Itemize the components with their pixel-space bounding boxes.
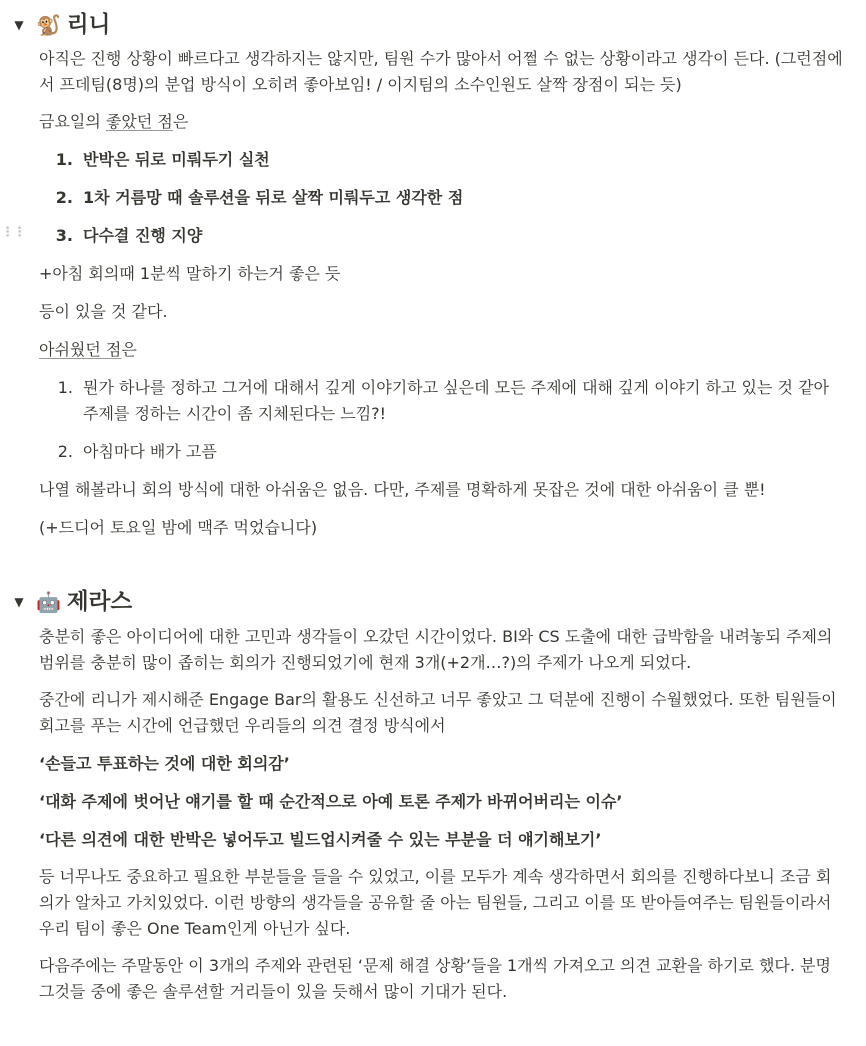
list-item[interactable] <box>39 176 846 214</box>
toggle-body <box>0 42 866 544</box>
paragraph-text: (+드디어 토요일 밤에 맥주 먹었습니다) <box>39 518 318 537</box>
paragraph-text: 은 <box>121 340 137 359</box>
drag-handle-icon[interactable]: ⋮⋮ <box>1 225 25 240</box>
paragraph-text: 등 너무나도 중요하고 필요한 부분들을 들을 수 있었고, 이를 모두가 계속 생각하면서 회의를 진행하다보니 조금 회의가 알차고 가치있었다. 이런 방향의 생각들을 공유할 줄 아는 팀원들, 그리고 이를 또 받아들여주는 팀원들이라서 우리 팀이 좋은 One Team인게 아닌가 싶다. <box>39 867 832 938</box>
list-item-text: 뭔가 하나를 정하고 그거에 대해서 깊게 이야기하고 싶은데 모든 주제에 대해 깊게 이야기 하고 있는 것 같아 주제를 정하는 시간이 좀 지체된다는 느낌?! <box>83 378 829 423</box>
list-number: 1. <box>55 150 73 169</box>
toggle-header[interactable] <box>0 8 866 42</box>
toggle-caret-icon[interactable]: ▼ <box>14 594 24 609</box>
numbered-list <box>1 138 846 252</box>
list-number: 1. <box>57 378 73 397</box>
paragraph-text: 중간에 리니가 제시해준 Engage Bar의 활용도 신선하고 너무 좋았고 그 덕분에 진행이 수월했었다. 또한 팀원들이 회고를 푸는 시간에 언급했던 우리들의 의견 결정 방식에서 <box>39 690 837 735</box>
list-number: 3. <box>55 226 73 245</box>
monkey-emoji-icon: 🐒 <box>36 12 61 37</box>
list-item[interactable] <box>39 138 846 176</box>
underlined-text: 좋았던 점 <box>105 112 173 131</box>
toggle-header[interactable] <box>0 585 866 619</box>
bold-paragraph[interactable] <box>39 742 846 780</box>
robot-emoji-icon: 🤖 <box>36 589 61 614</box>
bold-paragraph[interactable] <box>39 780 846 818</box>
paragraph[interactable] <box>39 619 846 679</box>
paragraph[interactable] <box>39 856 846 945</box>
paragraph[interactable] <box>39 468 846 506</box>
paragraph[interactable] <box>39 290 846 328</box>
list-number: 2. <box>57 442 73 461</box>
paragraph-text: +아침 회의때 1분씩 말하기 하는거 좋은 듯 <box>39 264 341 283</box>
bold-paragraph[interactable] <box>39 818 846 856</box>
paragraph[interactable] <box>39 252 846 290</box>
paragraph-text: 다음주에는 주말동안 이 3개의 주제와 관련된 ‘문제 해결 상황’들을 1개씩 가져오고 의견 교환을 하기로 했다. 분명 그것들 중에 좋은 솔루션할 거리들이 있을 듯해서 많이 기대가 된다. <box>39 956 831 1001</box>
numbered-list <box>39 366 846 468</box>
paragraph[interactable] <box>39 506 846 544</box>
paragraph[interactable] <box>39 945 846 1008</box>
paragraph-text: 아직은 진행 상황이 빠르다고 생각하지는 않지만, 팀원 수가 많아서 어쩔 수 없는 상황이라고 생각이 든다. (그런점에서 프데팀(8명)의 분업 방식이 오히려 좋아보임! / 이지팀의 소수인원도 살짝 장점이 되는 듯) <box>39 49 843 94</box>
paragraph-text: ‘다른 의견에 대한 반박은 넣어두고 빌드업시켜줄 수 있는 부분을 더 얘기해보기’ <box>39 830 602 849</box>
list-item[interactable] <box>39 430 846 468</box>
list-item-text: 아침마다 배가 고픔 <box>83 442 217 461</box>
list-item-text: 반박은 뒤로 미뤄두기 실천 <box>83 150 270 169</box>
paragraph[interactable] <box>39 328 846 366</box>
paragraph[interactable] <box>39 679 846 742</box>
toggle-body <box>0 619 866 1008</box>
paragraph-text: ‘대화 주제에 벗어난 얘기를 할 때 순간적으로 아예 토론 주제가 바뀌어버리는 이슈’ <box>39 792 623 811</box>
toggle-title[interactable]: 리니 <box>66 11 111 38</box>
paragraph-text: 나열 해볼라니 회의 방식에 대한 아쉬움은 없음. 다만, 주제를 명확하게 못잡은 것에 대한 아쉬움이 클 뿐! <box>39 480 766 499</box>
paragraph-text: 금요일의 <box>39 112 106 131</box>
list-item-text: 다수결 진행 지양 <box>83 226 203 245</box>
list-item[interactable] <box>39 366 846 430</box>
list-item[interactable] <box>1 214 846 252</box>
paragraph[interactable] <box>39 42 846 101</box>
list-number: 2. <box>55 188 73 207</box>
paragraph-text: 등이 있을 것 같다. <box>39 302 168 321</box>
toggle-section-lini <box>0 8 866 544</box>
paragraph[interactable] <box>39 101 846 138</box>
paragraph-text: ‘손들고 투표하는 것에 대한 회의감’ <box>39 754 290 773</box>
toggle-caret-icon[interactable]: ▼ <box>14 17 24 32</box>
underlined-text: 아쉬웠던 점 <box>39 340 122 359</box>
list-item-text: 1차 거름망 때 솔루션을 뒤로 살짝 미뤄두고 생각한 점 <box>83 188 464 207</box>
paragraph-text: 충분히 좋은 아이디어에 대한 고민과 생각들이 오갔던 시간이었다. BI와 CS 도출에 대한 급박함을 내려놓되 주제의 범위를 충분히 많이 좁히는 회의가 진행되었기에 현재 3개(+2개…?)의 주제가 나오게 되었다. <box>39 627 833 672</box>
toggle-title[interactable]: 제라스 <box>66 588 133 615</box>
toggle-section-xerath <box>0 585 866 1008</box>
paragraph-text: 은 <box>172 112 189 131</box>
